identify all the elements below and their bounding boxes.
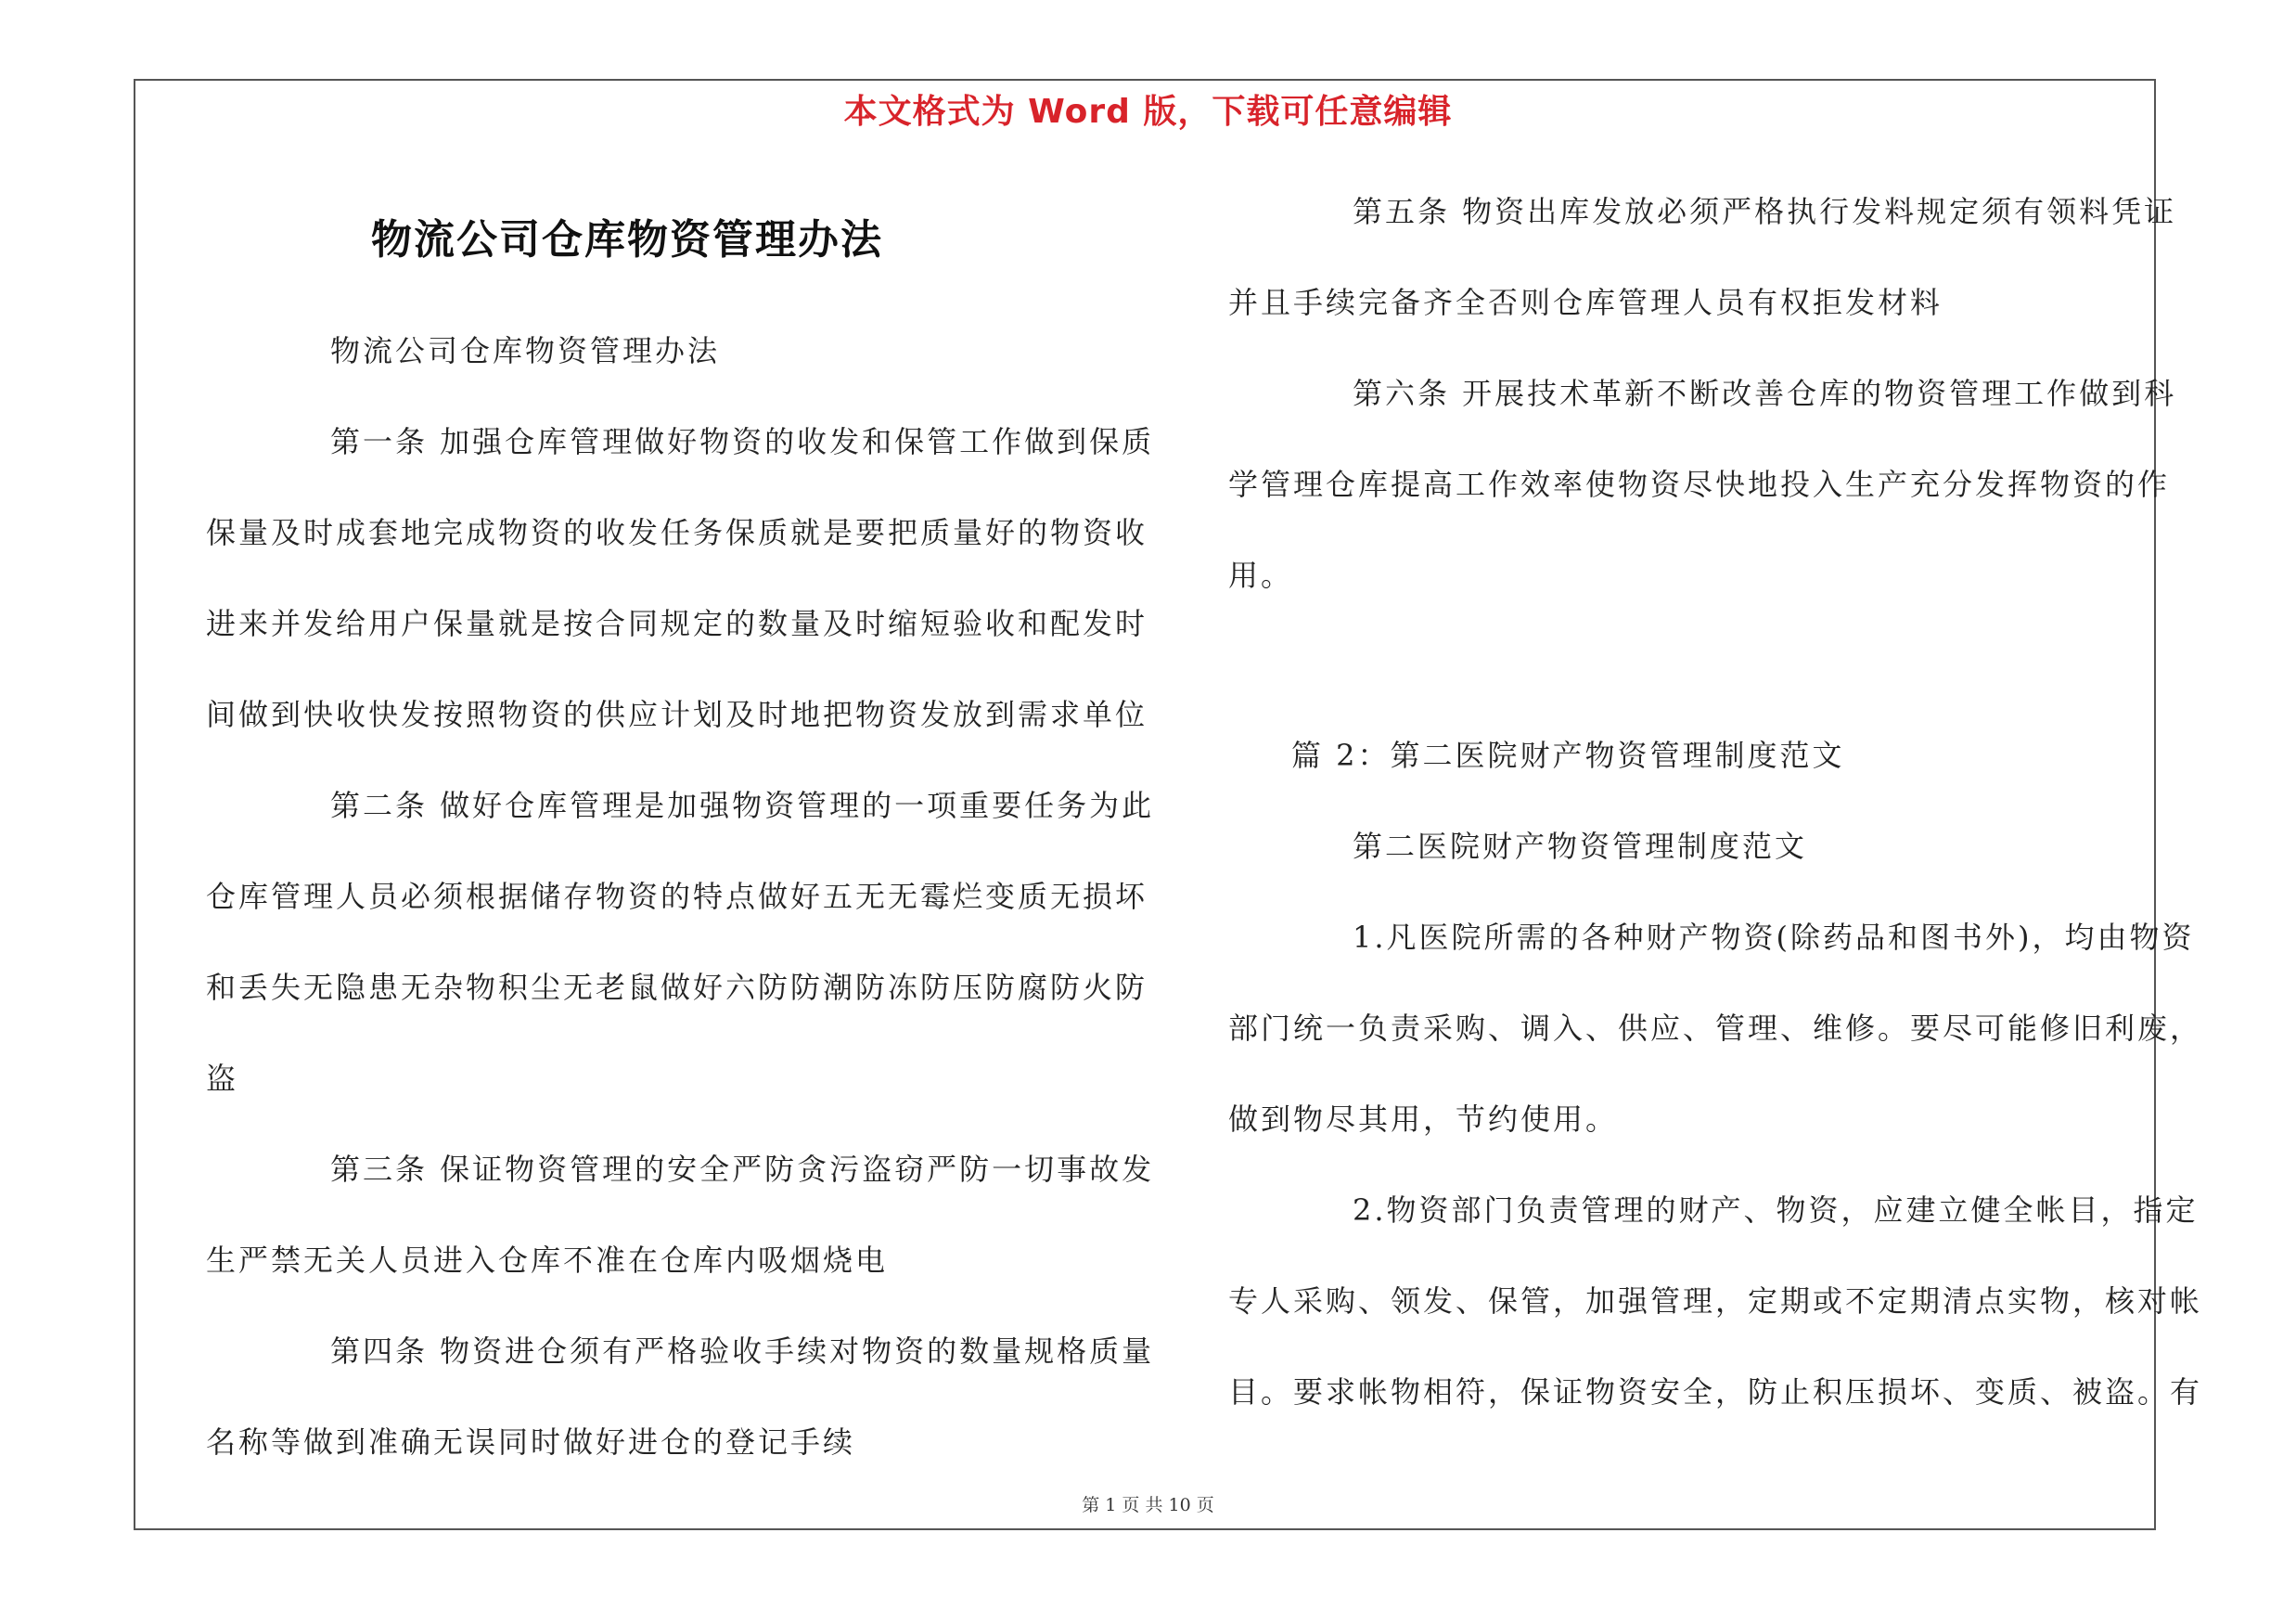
right-line-10: 做到物尽其用，节约使用。 <box>1228 1101 1619 1137</box>
right-line-11: 2.物资部门负责管理的财产、物资，应建立健全帐目，指定 <box>1353 1192 2199 1228</box>
right-line-12: 专人采购、领发、保管，加强管理，定期或不定期清点实物，核对帐 <box>1228 1283 2203 1319</box>
document-title: 物流公司仓库物资管理办法 <box>371 216 883 264</box>
left-line-4: 进来并发给用户保量就是按合同规定的数量及时缩短验收和配发时 <box>206 606 1148 641</box>
left-line-11: 生严禁无关人员进入仓库不准在仓库内吸烟烧电 <box>206 1243 889 1278</box>
left-line-7: 仓库管理人员必须根据储存物资的特点做好五无无霉烂变质无损坏 <box>206 879 1148 914</box>
left-line-13: 名称等做到准确无误同时做好进仓的登记手续 <box>206 1424 856 1460</box>
right-line-4: 学管理仓库提高工作效率使物资尽快地投入生产充分发挥物资的作 <box>1228 467 2171 502</box>
left-line-12: 第四条 物资进仓须有严格验收手续对物资的数量规格质量 <box>330 1333 1155 1369</box>
format-banner: 本文格式为 Word 版，下载可任意编辑 <box>843 93 1453 131</box>
left-line-1: 物流公司仓库物资管理办法 <box>330 333 721 368</box>
right-line-13: 目。要求帐物相符，保证物资安全，防止积压损坏、变质、被盗。有 <box>1228 1374 2203 1410</box>
left-line-2: 第一条 加强仓库管理做好物资的收发和保管工作做到保质 <box>330 424 1155 459</box>
page-footer: 第 1 页 共 10 页 <box>1082 1495 1214 1515</box>
right-line-1: 第五条 物资出库发放必须严格执行发料规定须有领料凭证 <box>1353 194 2177 229</box>
left-line-9: 盗 <box>206 1061 239 1096</box>
left-line-8: 和丢失无隐患无杂物积尘无老鼠做好六防防潮防冻防压防腐防火防 <box>206 970 1148 1005</box>
left-line-5: 间做到快收快发按照物资的供应计划及时地把物资发放到需求单位 <box>206 697 1148 732</box>
right-line-3: 第六条 开展技术革新不断改善仓库的物资管理工作做到科 <box>1353 376 2177 411</box>
left-line-3: 保量及时成套地完成物资的收发任务保质就是要把质量好的物资收 <box>206 515 1148 550</box>
right-line-8: 1.凡医院所需的各种财产物资(除药品和图书外)，均由物资 <box>1353 920 2195 955</box>
left-line-10: 第三条 保证物资管理的安全严防贪污盗窃严防一切事故发 <box>330 1152 1155 1187</box>
left-line-6: 第二条 做好仓库管理是加强物资管理的一项重要任务为此 <box>330 788 1155 823</box>
right-line-5: 用。 <box>1228 558 1294 593</box>
right-line-7: 第二医院财产物资管理制度范文 <box>1353 829 1808 864</box>
right-line-2: 并且手续完备齐全否则仓库管理人员有权拒发材料 <box>1228 285 1943 320</box>
section-heading: 篇 2：第二医院财产物资管理制度范文 <box>1291 738 1845 773</box>
right-line-9: 部门统一负责采购、调入、供应、管理、维修。要尽可能修旧利废， <box>1228 1011 2203 1046</box>
